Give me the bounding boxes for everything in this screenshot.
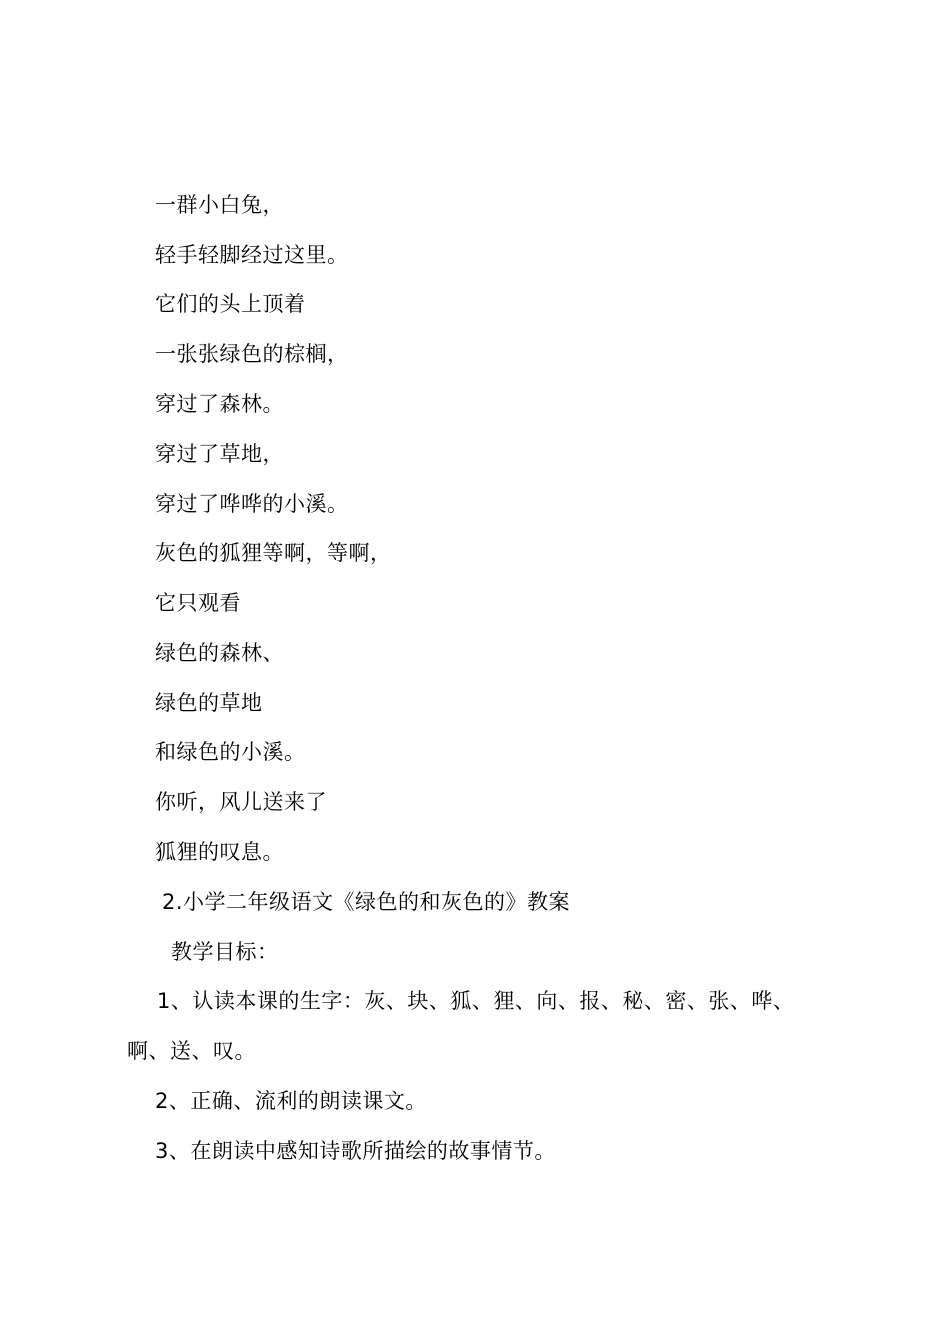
goal-2: 2、正确、流利的朗读课文。	[155, 1089, 427, 1113]
poem-line-11: 绿色的草地	[155, 691, 263, 715]
poem-line-7: 穿过了哗哗的小溪。	[155, 492, 349, 516]
poem-line-5: 穿过了森林。	[155, 392, 284, 416]
poem-line-1: 一群小白兔，	[155, 193, 284, 217]
section-heading: 2.小学二年级语文《绿色的和灰色的》教案	[162, 890, 571, 914]
poem-line-13: 你听，风儿送来了	[155, 790, 327, 814]
goal-3: 3、在朗读中感知诗歌所描绘的故事情节。	[155, 1139, 556, 1163]
poem-line-8: 灰色的狐狸等啊，等啊，	[155, 541, 392, 565]
poem-line-9: 它只观看	[155, 591, 241, 615]
poem-line-10: 绿色的森林、	[155, 641, 284, 665]
poem-line-4: 一张张绿色的棕榈，	[155, 342, 349, 366]
poem-line-3: 它们的头上顶着	[155, 292, 306, 316]
poem-line-6: 穿过了草地，	[155, 442, 284, 466]
goal-1-continued: 啊、送、叹。	[127, 1039, 256, 1063]
poem-line-12: 和绿色的小溪。	[155, 740, 306, 764]
poem-line-14: 狐狸的叹息。	[155, 840, 284, 864]
goal-1: 1、认读本课的生字：灰、块、狐、狸、向、报、秘、密、张、哗、	[157, 989, 795, 1013]
poem-line-2: 轻手轻脚经过这里。	[155, 243, 349, 267]
section-subheading: 教学目标：	[171, 940, 279, 964]
